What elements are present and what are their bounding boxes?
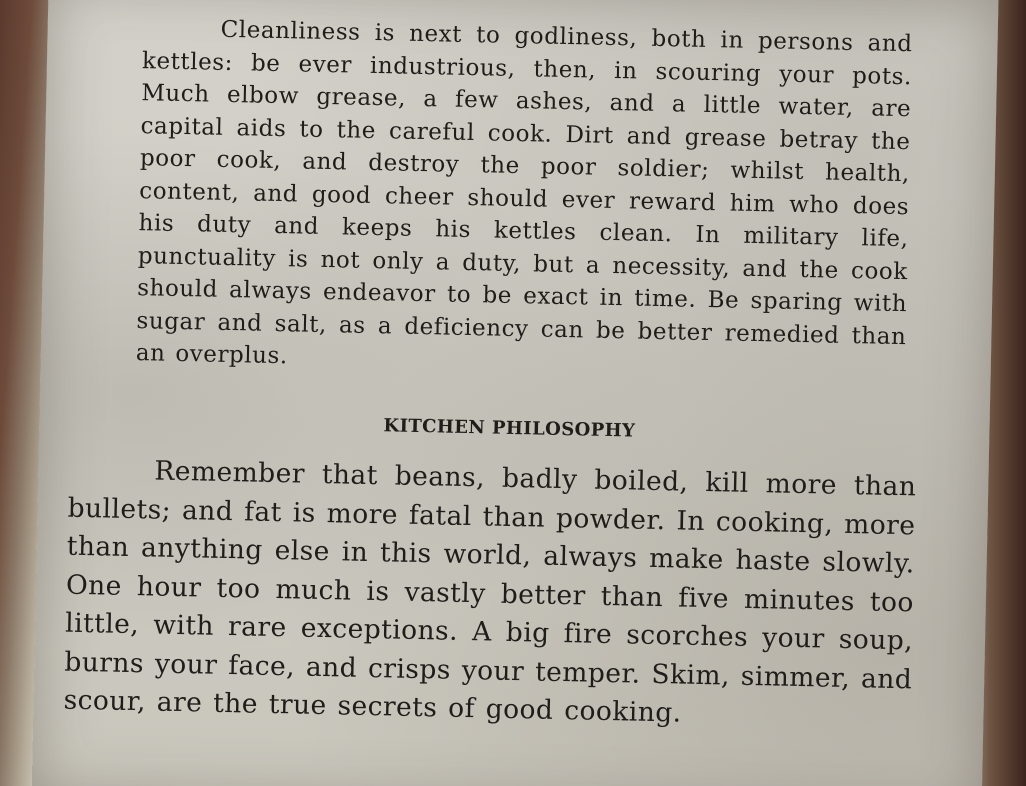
paragraph-cleanliness: Cleanliness is next to godliness, both in persons and kettles: be ever industrious, then, in scouring your pots. Much elbow grease, a few ashes, and a little water, are capital aids to the careful cook. Dirt and grease betray the poor cook, and destroy the poor soldier; whilst health, content, and good cheer should ever reward him who does his duty and keeps his kettles clean. In military life, punctuality is not only a duty, but a necessity, and the cook should always endeavor to be exact in time. Be sparing with sugar and salt, as a deficiency can be better remedied than an overplus. bbox=[135, 16, 913, 370]
printed-page bbox=[32, 0, 999, 786]
paragraph-kitchen-philosophy: Remember that beans, badly boiled, kill more than bullets; and fat is more fatal than powder. In cooking, more than anything else in this world, always make haste slowly. One hour too much is vastly better than five minutes too little, with rare exceptions. A big fire scorches your soup, burns your face, and crisps your temper. Skim, simmer, and scour, are the true secrets of good cooking. bbox=[63, 455, 917, 729]
section-heading: KITCHEN PHILOSOPHY bbox=[383, 415, 636, 442]
